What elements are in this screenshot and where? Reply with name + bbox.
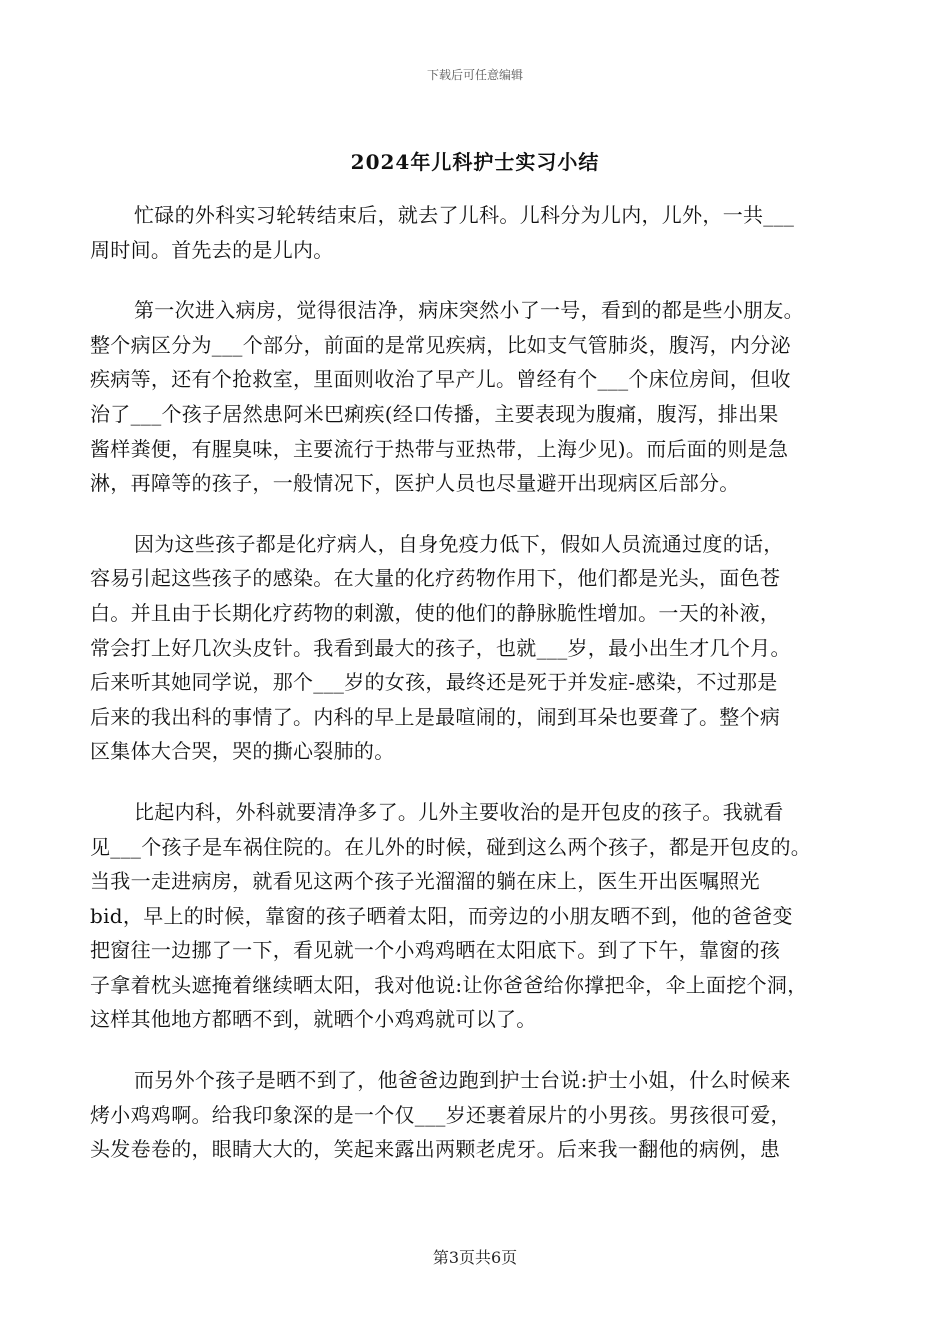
paragraph (90, 795, 865, 1037)
text-line: 当我一走进病房，就看见这两个孩子光溜溜的躺在床上，医生开出医嘱照光 (90, 869, 760, 894)
text-line: 后来听其她同学说，那个___岁的女孩，最终还是死于并发症-感染，不过那是 (90, 670, 778, 695)
text-line: 忙碌的外科实习轮转结束后，就去了儿科。儿科分为儿内，儿外，一共___ (134, 203, 795, 227)
text-line: 这样其他地方都晒不到，就晒个小鸡鸡就可以了。 (90, 1007, 537, 1032)
text-line: 白。并且由于长期化疗药物的刺激，使的他们的静脉脆性增加。一天的补液， (90, 600, 781, 625)
paragraph (90, 527, 865, 769)
text-line: 整个病区分为___个部分，前面的是常见疾病，比如支气管肺炎，腹泻，内分泌 (90, 332, 791, 357)
text-line: 比起内科，外科就要清净多了。儿外主要收治的是开包皮的孩子。我就看 (134, 799, 784, 824)
header-note: 下载后可任意编辑 (426, 68, 523, 82)
text-line: 区集体大合哭，哭的撕心裂肺的。 (90, 739, 395, 764)
text-line: 淋，再障等的孩子，一般情况下，医护人员也尽量避开出现病区后部分。 (90, 471, 740, 496)
text-line: bid，早上的时候，靠窗的孩子晒着太阳，而旁边的小朋友晒不到，他的爸爸变 (90, 903, 793, 928)
paragraph (90, 293, 865, 501)
document-body (90, 198, 865, 1193)
paragraph (90, 1063, 865, 1167)
text-line: 周时间。首先去的是儿内。 (90, 237, 334, 262)
text-line: 而另外个孩子是晒不到了，他爸爸边跑到护士台说:护士小姐，什么时候来 (134, 1068, 791, 1093)
text-line: 酱样粪便，有腥臭味，主要流行于热带与亚热带，上海少见)。而后面的则是急 (90, 436, 789, 461)
text-line: 因为这些孩子都是化疗病人，自身免疫力低下，假如人员流通过度的话， (134, 531, 784, 556)
text-line: 子拿着枕头遮掩着继续晒太阳，我对他说:让你爸爸给你撑把伞，伞上面挖个洞， (90, 972, 808, 997)
document-title: 2024年儿科护士实习小结 (350, 150, 600, 174)
text-line: 治了___个孩子居然患阿米巴痢疾(经口传播，主要表现为腹痛，腹泻，排出果 (90, 401, 779, 426)
text-line: 容易引起这些孩子的感染。在大量的化疗药物作用下，他们都是光头，面色苍 (90, 566, 781, 591)
text-line: 第一次进入病房，觉得很洁净，病床突然小了一号，看到的都是些小朋友。 (134, 298, 804, 323)
text-line: 见___个孩子是车祸住院的。在儿外的时候，碰到这么两个孩子，都是开包皮的。 (90, 834, 812, 859)
text-line: 头发卷卷的，眼睛大大的，笑起来露出两颗老虎牙。后来我一翻他的病例，患 (90, 1137, 781, 1162)
text-line: 常会打上好几次头皮针。我看到最大的孩子，也就___岁，最小出生才几个月。 (90, 635, 791, 660)
text-line: 疾病等，还有个抢救室，里面则收治了早产儿。曾经有个___个床位房间，但收 (90, 367, 791, 392)
paragraph (90, 198, 865, 267)
text-line: 后来的我出科的事情了。内科的早上是最喧闹的，闹到耳朵也要聋了。整个病 (90, 704, 781, 729)
text-line: 把窗往一边挪了一下，看见就一个小鸡鸡晒在太阳底下。到了下午，靠窗的孩 (90, 938, 781, 963)
text-line: 烤小鸡鸡啊。给我印象深的是一个仅___岁还裹着尿片的小男孩。男孩很可爱， (90, 1102, 791, 1127)
page-number: 第3页共6页 (432, 1248, 518, 1267)
